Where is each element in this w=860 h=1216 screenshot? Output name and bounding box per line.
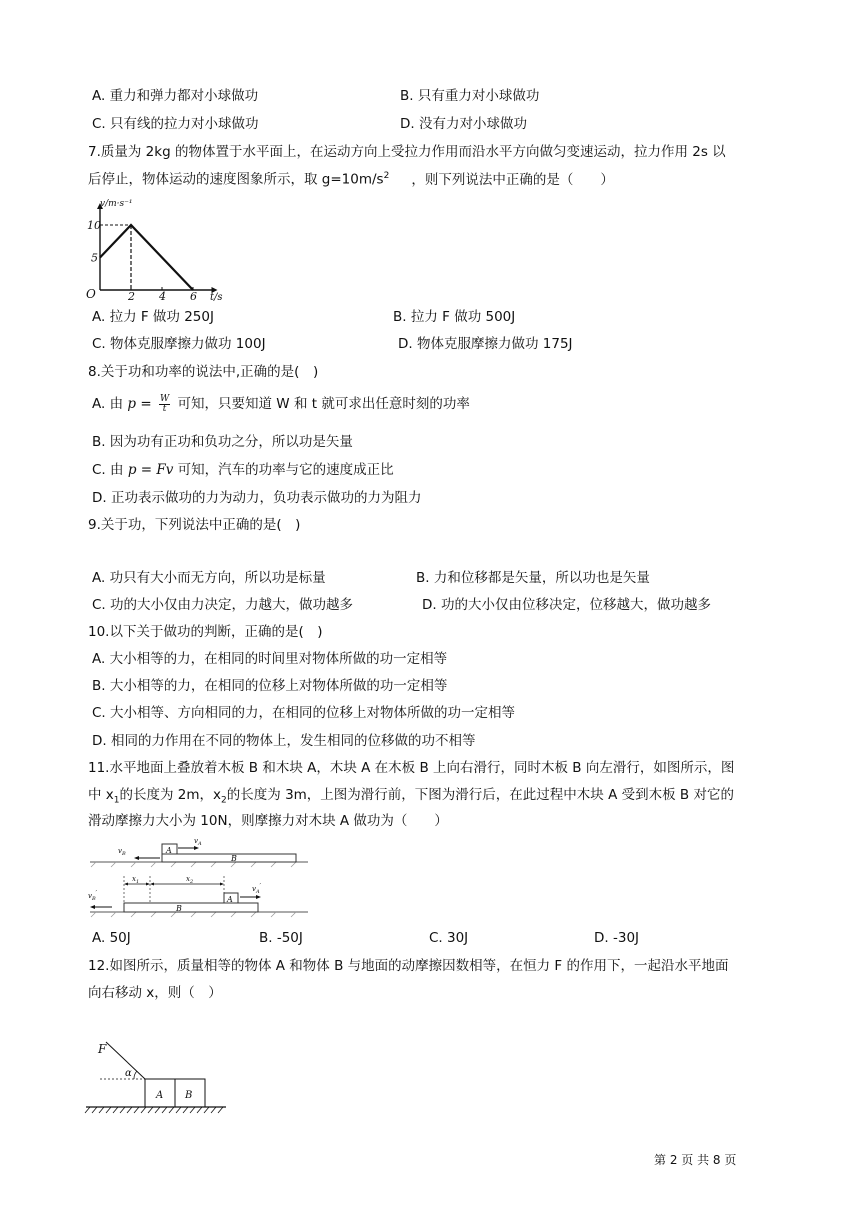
q8-option-d: D. 正功表示做功的力为动力，负功表示做功的力为阻力 <box>92 490 422 506</box>
q6-option-d: D. 没有力对小球做功 <box>400 116 527 132</box>
q10-stem: 10.以下关于做功的判断，正确的是( ) <box>88 624 323 640</box>
q7-option-b: B. 拉力 F 做功 500J <box>393 309 516 325</box>
q12-stem-line2: 向右移动 x，则（ ） <box>88 985 222 1001</box>
sliding-board-diagram <box>86 834 311 920</box>
q11-option-c: C. 30J <box>429 930 469 946</box>
q11-stem-line3: 滑动摩擦力大小为 10N，则摩擦力对木块 A 做功为（ ） <box>88 813 448 829</box>
graph-y-tick-5: 5 <box>91 251 98 265</box>
x2-label: $x_2$ <box>186 875 194 885</box>
q8-option-c: C. 由 p = Fv 可知，汽车的功率与它的速度成正比 <box>92 462 394 478</box>
velocity-line <box>100 225 193 290</box>
va-after-label: $v_A'$ <box>252 883 261 895</box>
q11-stem-line1: 11.水平地面上叠放着木板 B 和木块 A，木块 A 在木板 B 上向右滑行，同时木板 B 向左滑行，如图所示，图 <box>88 760 735 776</box>
q9-stem: 9.关于功，下列说法中正确的是( ) <box>88 517 301 533</box>
x1-label: $x_1$ <box>132 875 140 885</box>
q7-stem-line2: 后停止，物体运动的速度图象所示，取 $g=10m/s^2$ ，则下列说法中正确的是（ ） <box>88 171 614 188</box>
graph-x-tick-6: 6 <box>190 290 197 303</box>
block-a-after-label: A <box>227 895 233 904</box>
after-sliding-figure <box>88 875 308 917</box>
q9-option-d: D. 功的大小仅由位移决定，位移越大，做功越多 <box>422 597 711 613</box>
block-a-fig-label: A <box>156 1090 164 1101</box>
q7-option-c: C. 物体克服摩擦力做功 100J <box>92 336 266 352</box>
q6-option-a: A. 重力和弹力都对小球做功 <box>92 88 259 104</box>
graph-y-tick-10: 10 <box>87 219 101 232</box>
q6-option-c: C. 只有线的拉力对小球做功 <box>92 116 259 132</box>
q7-option-a: A. 拉力 F 做功 250J <box>92 309 214 325</box>
board-b-after-label: B <box>176 904 182 913</box>
q9-option-c: C. 功的大小仅由力决定，力越大，做功越多 <box>92 597 354 613</box>
graph-y-label: v/m·s⁻¹ <box>100 199 133 209</box>
board-b <box>162 854 296 862</box>
q11-option-a: A. 50J <box>92 930 131 946</box>
q9-option-b: B. 力和位移都是矢量，所以功也是矢量 <box>416 570 650 586</box>
board-b-after <box>124 903 258 912</box>
q11-option-b: B. -50J <box>259 930 303 946</box>
graph-dashed-guides <box>100 225 131 290</box>
q11-stem-line2: 中 $x_1$的长度为 2m，$x_2$的长度为 3m，上图为滑行前，下图为滑行后，在此过程中木块 A 受到木板 B 对它的 <box>88 787 734 806</box>
q10-option-b: B. 大小相等的力，在相同的位移上对物体所做的功一定相等 <box>92 678 448 694</box>
vb-label: $v_B$ <box>118 847 126 857</box>
page-footer: 第 2 页 共 8 页 <box>654 1153 737 1167</box>
q12-stem-line1: 12.如图所示，质量相等的物体 A 和物体 B 与地面的动摩擦因数相等，在恒力 F 的作用下，一起沿水平地面 <box>88 958 729 974</box>
q6-option-b: B. 只有重力对小球做功 <box>400 88 540 104</box>
graph-x-tick-4: 4 <box>159 290 166 303</box>
block-a-label: A <box>166 846 172 855</box>
q7-stem-line1: 7.质量为 2kg 的物体置于水平面上，在运动方向上受拉力作用而沿水平方向做匀变速运动，拉力作用 2s 以 <box>88 144 726 160</box>
q10-option-c: C. 大小相等、方向相同的力，在相同的位移上对物体所做的功一定相等 <box>92 705 516 721</box>
block-b-fig-label: B <box>185 1090 193 1101</box>
q7-option-d: D. 物体克服摩擦力做功 175J <box>398 336 573 352</box>
board-b-label: B <box>231 854 237 863</box>
before-sliding-figure <box>90 837 308 867</box>
q8-stem: 8.关于功和功率的说法中,正确的是( ) <box>88 364 319 380</box>
graph-x-tick-2: 2 <box>128 290 135 303</box>
graph-origin: O <box>86 287 96 301</box>
graph-axes <box>97 203 218 293</box>
q9-option-a: A. 功只有大小而无方向，所以功是标量 <box>92 570 326 586</box>
q8-option-a: A. 由 p = $\frac{W}{t}$ 可知，只要知道 W 和 t 就可求出任意时刻的功率 <box>92 393 470 414</box>
force-label: F <box>98 1042 107 1056</box>
q11-option-d: D. -30J <box>594 930 640 946</box>
q8-option-b: B. 因为功有正功和负功之分，所以功是矢量 <box>92 434 353 450</box>
q10-option-d: D. 相同的力作用在不同的物体上，发生相同的位移做的功不相等 <box>92 733 476 749</box>
q10-option-a: A. 大小相等的力，在相同的时间里对物体所做的功一定相等 <box>92 651 448 667</box>
force-on-blocks-diagram <box>84 1036 229 1116</box>
va-label: $v_A$ <box>194 837 202 847</box>
angle-label: α <box>125 1068 132 1079</box>
vb-after-label: $v_B'$ <box>88 890 98 902</box>
graph-x-label: t/s <box>210 292 223 303</box>
velocity-time-graph <box>86 194 236 304</box>
